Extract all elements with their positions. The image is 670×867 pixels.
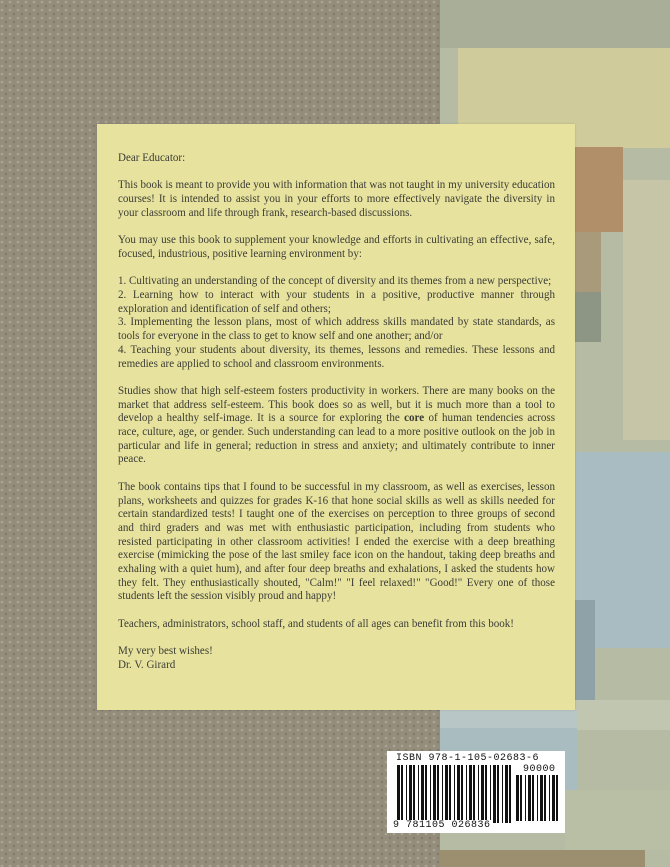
barcode-bar [433, 765, 436, 823]
barcode-bar [481, 765, 484, 823]
price-barcode-bars [516, 775, 558, 821]
deco-block [575, 232, 601, 292]
core-bold-word: core [404, 412, 425, 425]
barcode-bar [425, 765, 427, 823]
barcode-bar [397, 765, 400, 823]
deco-block [575, 147, 623, 232]
barcode-bar [457, 765, 460, 823]
barcode-bar [421, 765, 424, 823]
studies-paragraph [118, 385, 555, 467]
greeting: Dear Educator: [118, 152, 186, 164]
intro-paragraph: This book is meant to provide you with information that was not taught in my university education courses! It is intended to assist you in your efforts to more effectively navigate the diversity in your classroom and life through frank, research-based discussions. [118, 179, 555, 219]
benefit-list [118, 275, 555, 371]
barcode-bar [537, 775, 538, 821]
barcode-bar [437, 765, 439, 823]
barcode-bar [473, 765, 475, 823]
barcode-bar [449, 765, 451, 823]
list-item: 3. Implementing the lesson plans, most of which address skills mandated by state standards, as tools for everyone in the class to get to know self and one another; and/or [118, 316, 555, 343]
book-paragraph: The book contains tips that I found to be successful in my classroom, as well as exercises, lesson plans, worksheets and quizzes for grades K-16 that hone social skills as well as skills needed for certain standardized tests! I taught one of the exercises on perception to three groups of second and third graders and was met with enthusiastic participation, including from students who resisted participating in other classroom activities! I ended the exercise with a deep breathing exercise (mimicking the pose of the last smiley face icon on the handout, taking deep breaths and exhaling with a quiet hum), and after four deep breaths and exhalations, I asked the students how they felt. They enthusiastically shouted, "Calm!" "I feel relaxed!" "Good!" Every one of those students left the session visibly proud and happy! [118, 480, 555, 603]
barcode-bar [409, 765, 412, 823]
price-code: 90000 [523, 764, 556, 775]
barcode-number: 9 781105 026836 [393, 820, 491, 831]
barcode-bar [544, 775, 546, 821]
isbn-barcode [387, 751, 565, 833]
barcode-bar [502, 765, 503, 823]
barcode-bar [485, 765, 487, 823]
barcode-bar [454, 765, 455, 823]
deco-block [575, 292, 601, 342]
deco-block [575, 600, 595, 700]
barcode-bar [556, 775, 558, 821]
barcode-bar [490, 765, 491, 823]
benefit-paragraph: Teachers, administrators, school staff, and students of all ages can benefit from this book! [118, 617, 514, 630]
list-item: 2. Learning how to interact with your students in a positive, productive manner through exploration and identification of self and others; [118, 288, 555, 315]
deco-block [575, 700, 670, 730]
list-item: 4. Teaching your students about diversity, its themes, lessons and remedies. These lessons and remedies are applied to school and classroom environments. [118, 343, 555, 370]
barcode-bar [540, 775, 543, 821]
barcode-bar [466, 765, 467, 823]
list-item: 1. Cultivating an understanding of the concept of diversity and its themes from a new perspective; [118, 275, 552, 288]
barcode-bar [552, 775, 555, 821]
deco-block [440, 850, 645, 867]
isbn-text: ISBN 978-1-105-02683-6 [396, 753, 540, 764]
deco-block [565, 790, 670, 850]
barcode-bar [532, 775, 534, 821]
usage-paragraph: You may use this book to supplement your knowledge and efforts in cultivating an effective, safe, focused, industrious, positive learning environment by: [118, 234, 555, 260]
sign-off [118, 645, 555, 672]
barcode-bar [442, 765, 443, 823]
barcode-bar [430, 765, 431, 823]
barcode-bar [516, 775, 519, 821]
barcode-bar [528, 775, 531, 821]
letter-panel [97, 124, 575, 710]
barcode-bar [525, 775, 526, 821]
deco-block [623, 180, 670, 440]
barcode-bar [406, 765, 407, 823]
barcode-bar [497, 765, 499, 823]
barcode-bars [397, 765, 512, 823]
closing-line: My very best wishes! [118, 645, 213, 658]
studies-text-start: Studies show that high self-esteem fosters productivity in workers. There are many books on the market that address self-esteem. This book does so as well, but it is much more than a tool to develop a healthy self-image. It is a source for exploring the [118, 384, 555, 425]
barcode-bar [493, 765, 496, 823]
barcode-bar [418, 765, 419, 823]
barcode-bar [413, 765, 415, 823]
barcode-bar [478, 765, 479, 823]
barcode-bar [505, 765, 508, 823]
barcode-bar [445, 765, 448, 823]
barcode-bar [549, 775, 550, 821]
studies-text-end: of human tendencies across race, culture, age, or gender. Such understanding can lead to a more positive outlook on the job in particular and life in general; reduction in stress and anxiety; and ultimately contribute to inner peace. [118, 412, 556, 466]
barcode-bar [401, 765, 403, 823]
deco-block [440, 0, 670, 48]
signature: Dr. V. Girard [118, 658, 176, 671]
barcode-bar [469, 765, 472, 823]
barcode-bar [520, 775, 522, 821]
barcode-bar [461, 765, 463, 823]
barcode-bar [509, 765, 511, 823]
